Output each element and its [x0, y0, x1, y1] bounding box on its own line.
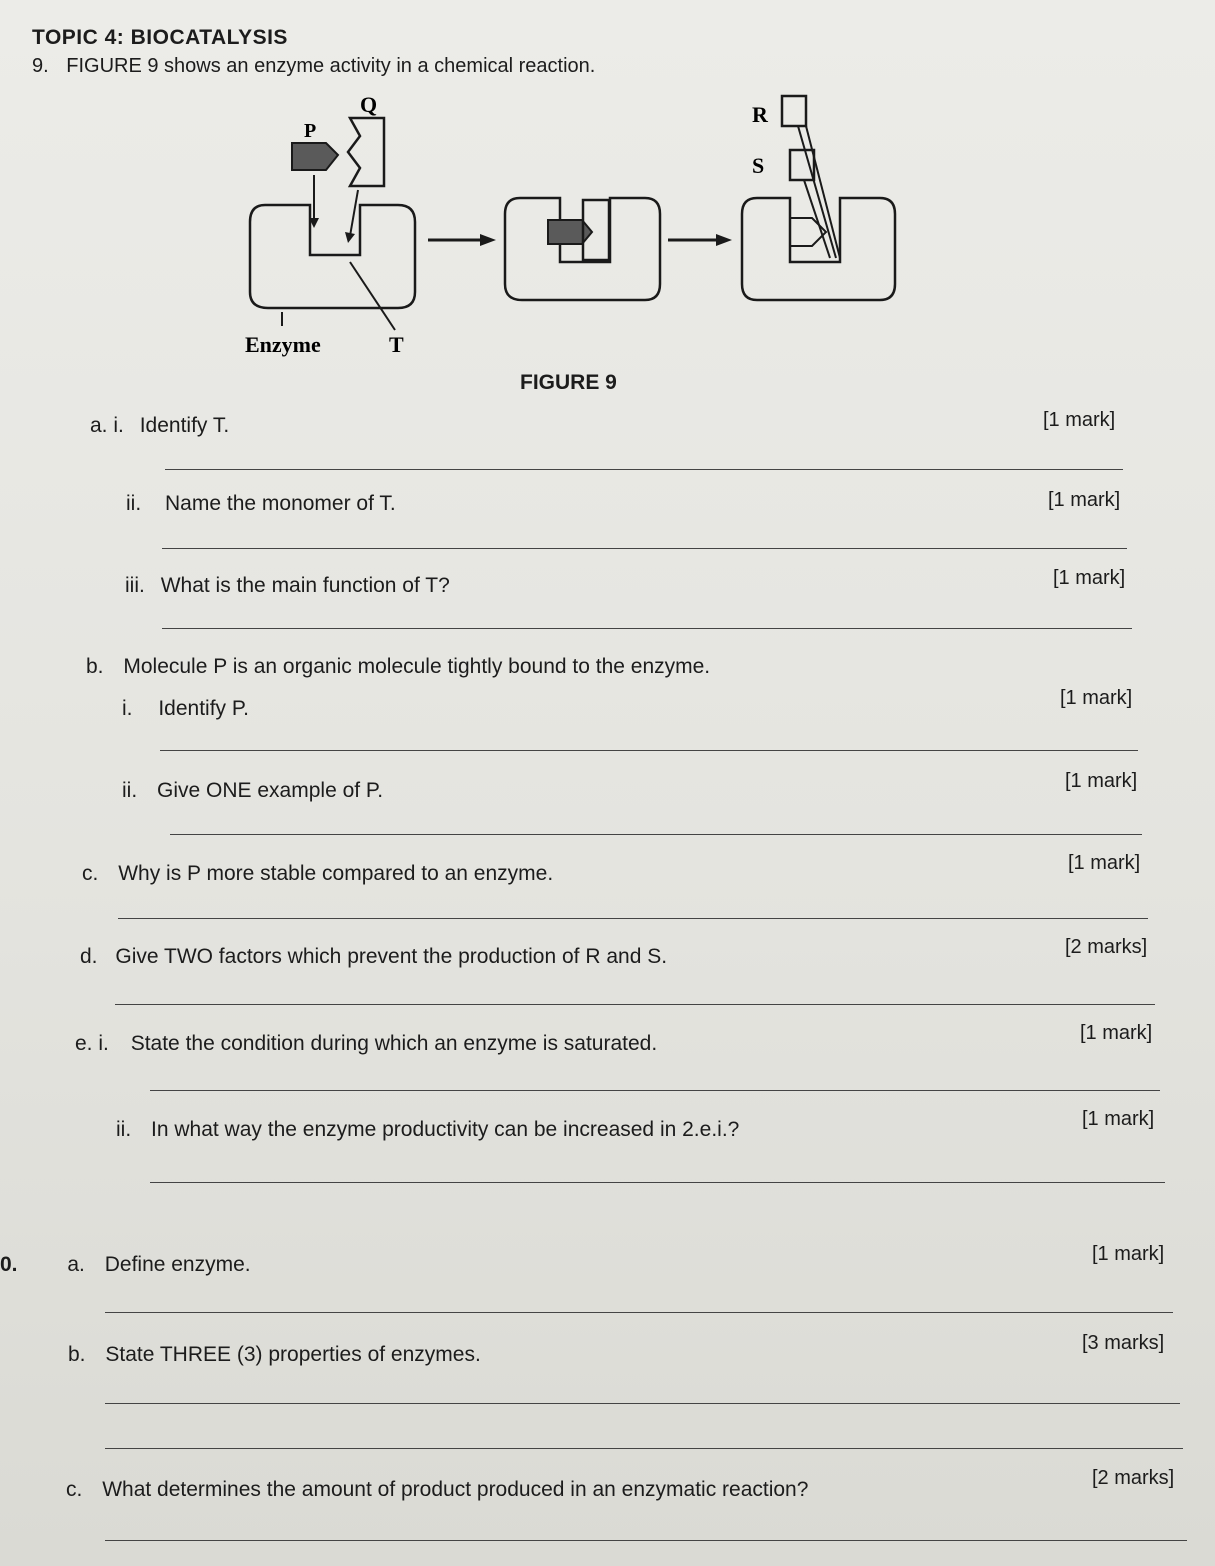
- question-number: a. i.: [90, 414, 124, 437]
- label-q: Q: [360, 92, 378, 117]
- answer-line[interactable]: [105, 1540, 1187, 1541]
- substrate-q-shape: [348, 118, 384, 186]
- bound-coenzyme-shape: [548, 220, 592, 244]
- question-number: c.: [66, 1478, 83, 1501]
- figure-caption: FIGURE 9: [520, 371, 617, 394]
- reaction-arrow-1: [480, 234, 496, 246]
- question-e-ii: [116, 1118, 739, 1142]
- label-s: S: [752, 153, 765, 178]
- question-e-i: [75, 1032, 657, 1056]
- mark-allocation: [1 mark]: [1053, 567, 1126, 589]
- question-a-iii: [125, 574, 450, 598]
- mark-allocation: [1 mark]: [1043, 409, 1116, 431]
- enzyme-3-shape: [742, 198, 895, 300]
- topic-heading: TOPIC 4: BIOCATALYSIS: [32, 26, 288, 49]
- answer-line[interactable]: [162, 628, 1132, 629]
- question-text: Identify P.: [158, 697, 250, 720]
- question-b-ii: [122, 779, 383, 803]
- question-d: [80, 945, 667, 969]
- question-number: c.: [82, 862, 99, 885]
- question-text: What is the main function of T?: [160, 574, 450, 597]
- question-10-c: [66, 1478, 808, 1502]
- mark-allocation: [2 marks]: [1065, 936, 1148, 958]
- answer-line[interactable]: [150, 1182, 1165, 1183]
- question-number: d.: [80, 945, 98, 968]
- question-number: b.: [86, 655, 104, 678]
- label-r: R: [752, 102, 768, 127]
- question-b: [86, 655, 710, 679]
- answer-line[interactable]: [115, 1004, 1155, 1005]
- answer-line[interactable]: [118, 918, 1148, 919]
- mark-allocation: [2 marks]: [1092, 1467, 1175, 1489]
- question-text: Why is P more stable compared to an enzyme.: [118, 862, 554, 885]
- label-p: P: [304, 120, 317, 142]
- question-text: Identify T.: [139, 414, 230, 437]
- mark-allocation: [1 mark]: [1068, 852, 1141, 874]
- answer-line[interactable]: [165, 469, 1123, 470]
- question-9-text: FIGURE 9 shows an enzyme activity in a chemical reaction.: [66, 55, 596, 77]
- question-a-i: [90, 414, 229, 438]
- question-10-number: 0.: [0, 1253, 18, 1276]
- question-number: b.: [68, 1343, 86, 1366]
- figure-9-diagram: [0, 0, 1215, 400]
- question-number: ii.: [122, 779, 138, 802]
- answer-line[interactable]: [170, 834, 1142, 835]
- question-text: Molecule P is an organic molecule tightly bound to the enzyme.: [123, 655, 711, 678]
- question-number: i.: [122, 697, 133, 720]
- question-text: Give TWO factors which prevent the production of R and S.: [115, 945, 668, 968]
- question-a-ii: [126, 492, 396, 516]
- question-text: In what way the enzyme productivity can be increased in 2.e.i.?: [151, 1118, 740, 1141]
- question-text: State THREE (3) properties of enzymes.: [105, 1343, 481, 1366]
- question-text: Define enzyme.: [104, 1253, 251, 1276]
- question-text: State the condition during which an enzyme is saturated.: [130, 1032, 658, 1055]
- product-r-shape: [782, 96, 806, 126]
- question-text: Name the monomer of T.: [165, 492, 396, 515]
- label-enzyme: Enzyme: [245, 332, 321, 357]
- mark-allocation: [1 mark]: [1082, 1108, 1155, 1130]
- question-number: e. i.: [75, 1032, 109, 1055]
- question-10-b: [68, 1343, 481, 1367]
- label-t: T: [389, 332, 404, 357]
- enzyme-1-shape: [250, 205, 415, 308]
- question-9-number: 9.: [32, 55, 49, 77]
- reaction-arrow-2: [716, 234, 732, 246]
- question-number: a.: [67, 1253, 85, 1276]
- question-text: What determines the amount of product produced in an enzymatic reaction?: [102, 1478, 809, 1501]
- mark-allocation: [1 mark]: [1065, 770, 1138, 792]
- answer-line[interactable]: [105, 1312, 1173, 1313]
- question-number: ii.: [116, 1118, 132, 1141]
- question-c: [82, 862, 553, 886]
- answer-line[interactable]: [162, 548, 1127, 549]
- answer-line[interactable]: [105, 1403, 1180, 1404]
- mark-allocation: [3 marks]: [1082, 1332, 1165, 1354]
- question-10-a: [0, 1253, 251, 1277]
- answer-line[interactable]: [105, 1448, 1183, 1449]
- mark-allocation: [1 mark]: [1080, 1022, 1153, 1044]
- question-number: iii.: [125, 574, 145, 597]
- answer-line[interactable]: [160, 750, 1138, 751]
- mark-allocation: [1 mark]: [1092, 1243, 1165, 1265]
- question-text: Give ONE example of P.: [157, 779, 384, 802]
- mark-allocation: [1 mark]: [1048, 489, 1121, 511]
- product-s-shape: [790, 150, 814, 180]
- question-b-i: [122, 697, 249, 721]
- answer-line[interactable]: [150, 1090, 1160, 1091]
- coenzyme-p-shape: [292, 143, 338, 170]
- mark-allocation: [1 mark]: [1060, 687, 1133, 709]
- question-number: ii.: [126, 492, 142, 515]
